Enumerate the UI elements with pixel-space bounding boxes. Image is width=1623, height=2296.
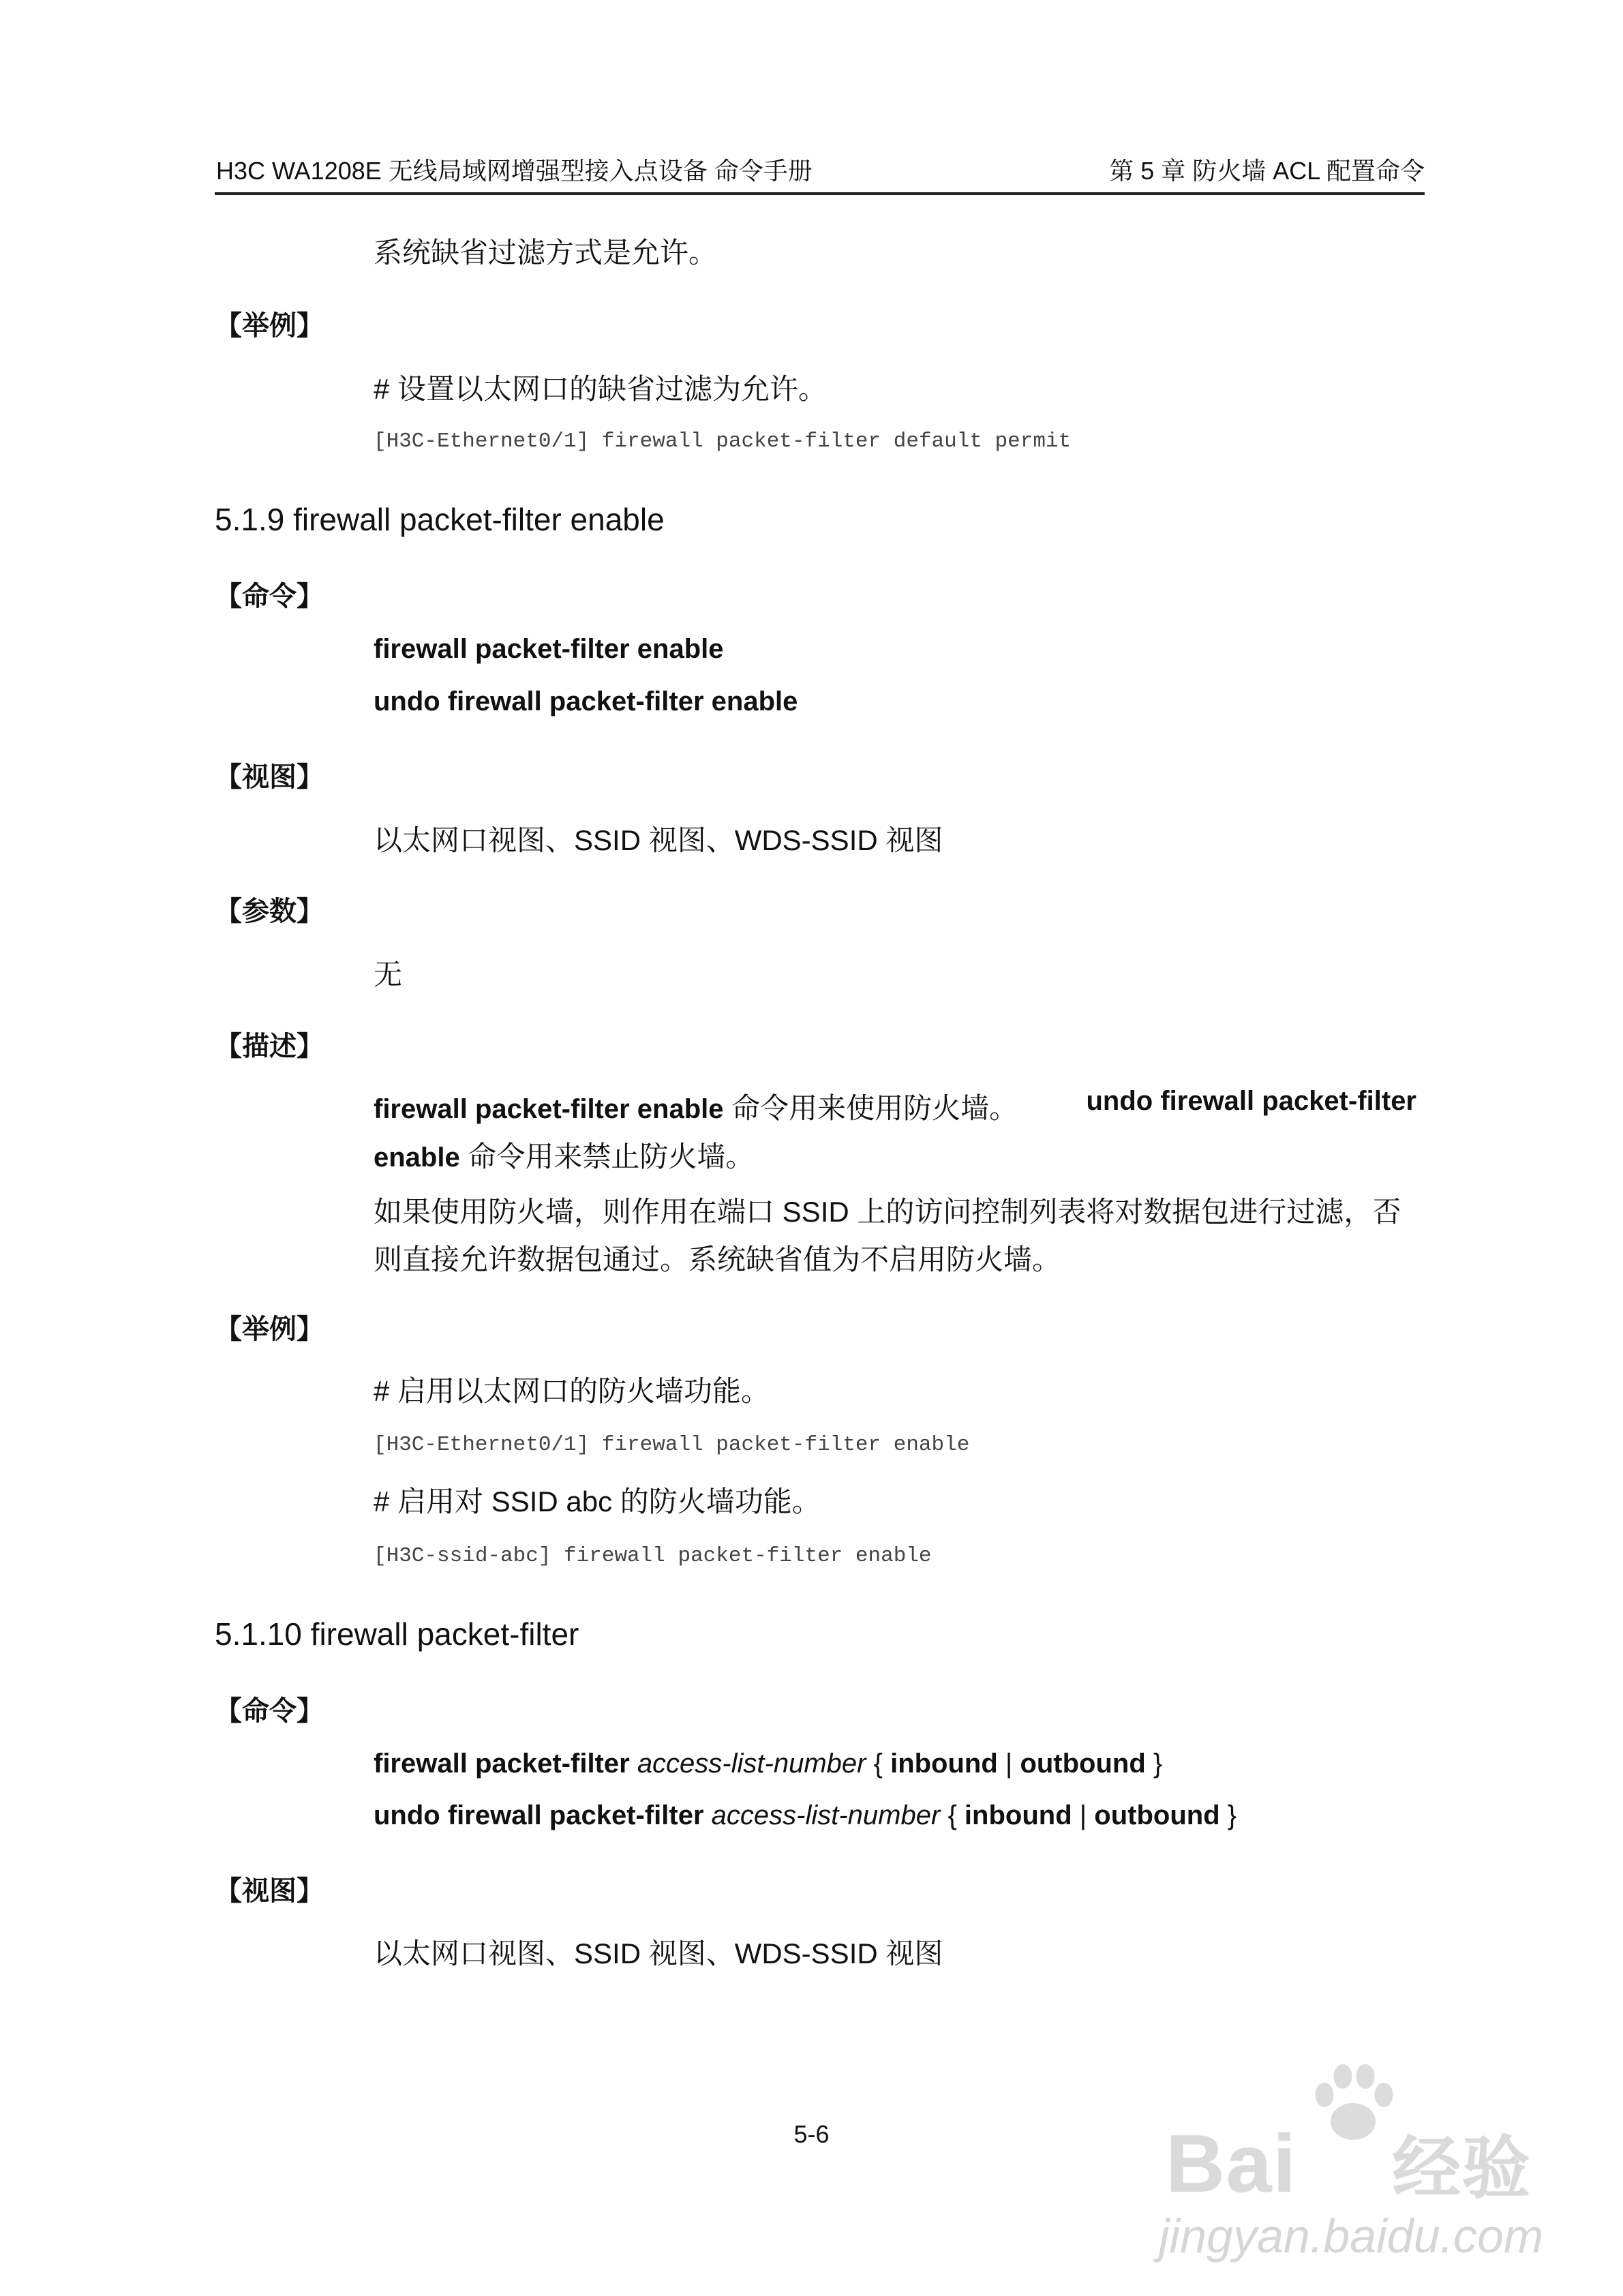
- undo-cmd-brace-open: {: [947, 1800, 957, 1830]
- example-description: # 设置以太网口的缺省过滤为允许。: [374, 373, 828, 405]
- description-line-4: 则直接允许数据包通过。系统缺省值为不启用防火墙。: [374, 1243, 1061, 1275]
- cmd-keyword: firewall packet-filter: [374, 1749, 630, 1779]
- command-label-5-1-10: 【命令】: [215, 1696, 324, 1726]
- cmd-brace-open: {: [873, 1749, 883, 1779]
- undo-cmd-brace-close: }: [1227, 1800, 1237, 1830]
- parameter-description: 无: [374, 958, 403, 991]
- desc-command-enable: firewall packet-filter enable: [374, 1094, 724, 1124]
- desc-text-enable: 命令用来使用防火墙。: [723, 1092, 1018, 1124]
- header-manual-title: H3C WA1208E 无线局域网增强型接入点设备 命令手册: [216, 157, 813, 185]
- command-syntax-5-1-10: [374, 1749, 1162, 1779]
- example-2-code: [H3C-ssid-abc] firewall packet-filter enable: [374, 1544, 932, 1568]
- desc-text-disable: 命令用来禁止防火墙。: [459, 1141, 755, 1173]
- description-line-2: [374, 1134, 754, 1175]
- example-label: 【举例】: [215, 311, 324, 341]
- desc-command-enable-tail: enable: [374, 1143, 460, 1173]
- command-syntax: firewall packet-filter enable: [374, 634, 724, 664]
- undo-cmd-argument: access-list-number: [711, 1800, 941, 1830]
- view-label-5-1-10: 【视图】: [215, 1876, 324, 1906]
- description-label: 【描述】: [215, 1031, 324, 1061]
- watermark-url: jingyan.baidu.com: [1159, 2209, 1544, 2263]
- undo-cmd-inbound: inbound: [964, 1800, 1072, 1830]
- example-1-description: # 启用以太网口的防火墙功能。: [374, 1375, 770, 1407]
- description-line-1: [374, 1086, 1416, 1127]
- section-title-5-1-10: 5.1.10 firewall packet-filter: [215, 1616, 579, 1652]
- undo-command-syntax-5-1-10: [374, 1800, 1237, 1831]
- description-line-3: 如果使用防火墙，则作用在端口 SSID 上的访问控制列表将对数据包进行过滤，否: [374, 1196, 1401, 1228]
- example-2-description: # 启用对 SSID abc 的防火墙功能。: [374, 1485, 821, 1517]
- desc-command-undo: undo firewall packet-filter: [1086, 1086, 1416, 1116]
- cmd-brace-close: }: [1153, 1749, 1163, 1779]
- example-1-code: [H3C-Ethernet0/1] firewall packet-filter enable: [374, 1433, 970, 1457]
- view-description-5-1-10: 以太网口视图、SSID 视图、WDS-SSID 视图: [374, 1937, 943, 1969]
- page-header: [215, 151, 1425, 195]
- example-code: [H3C-Ethernet0/1] firewall packet-filter default permit: [374, 429, 1072, 453]
- view-description: 以太网口视图、SSID 视图、WDS-SSID 视图: [374, 824, 943, 856]
- baidu-jingyan-watermark: [1152, 2045, 1544, 2270]
- undo-cmd-outbound: outbound: [1094, 1800, 1220, 1830]
- header-chapter-title: 第 5 章 防火墙 ACL 配置命令: [1109, 157, 1425, 185]
- watermark-brand-jingyan: 经验: [1392, 2130, 1532, 2207]
- cmd-outbound: outbound: [1020, 1749, 1146, 1779]
- cmd-inbound: inbound: [890, 1749, 998, 1779]
- undo-cmd-keyword: undo firewall packet-filter: [374, 1800, 704, 1830]
- watermark-brand-bai: Bai: [1166, 2118, 1297, 2209]
- section-title-5-1-9: 5.1.9 firewall packet-filter enable: [215, 502, 665, 537]
- undo-cmd-separator: |: [1079, 1800, 1087, 1830]
- watermark-brand: [1166, 2113, 1532, 2211]
- cmd-argument: access-list-number: [637, 1749, 866, 1779]
- view-label: 【视图】: [215, 762, 324, 792]
- cmd-separator: |: [1005, 1749, 1013, 1779]
- undo-command-syntax: undo firewall packet-filter enable: [374, 686, 798, 716]
- page-number: 5-6: [793, 2120, 830, 2148]
- parameter-label: 【参数】: [215, 896, 324, 926]
- example-label-5-1-9: 【举例】: [215, 1314, 324, 1344]
- command-label: 【命令】: [215, 581, 324, 611]
- default-filter-note: 系统缺省过滤方式是允许。: [374, 237, 718, 269]
